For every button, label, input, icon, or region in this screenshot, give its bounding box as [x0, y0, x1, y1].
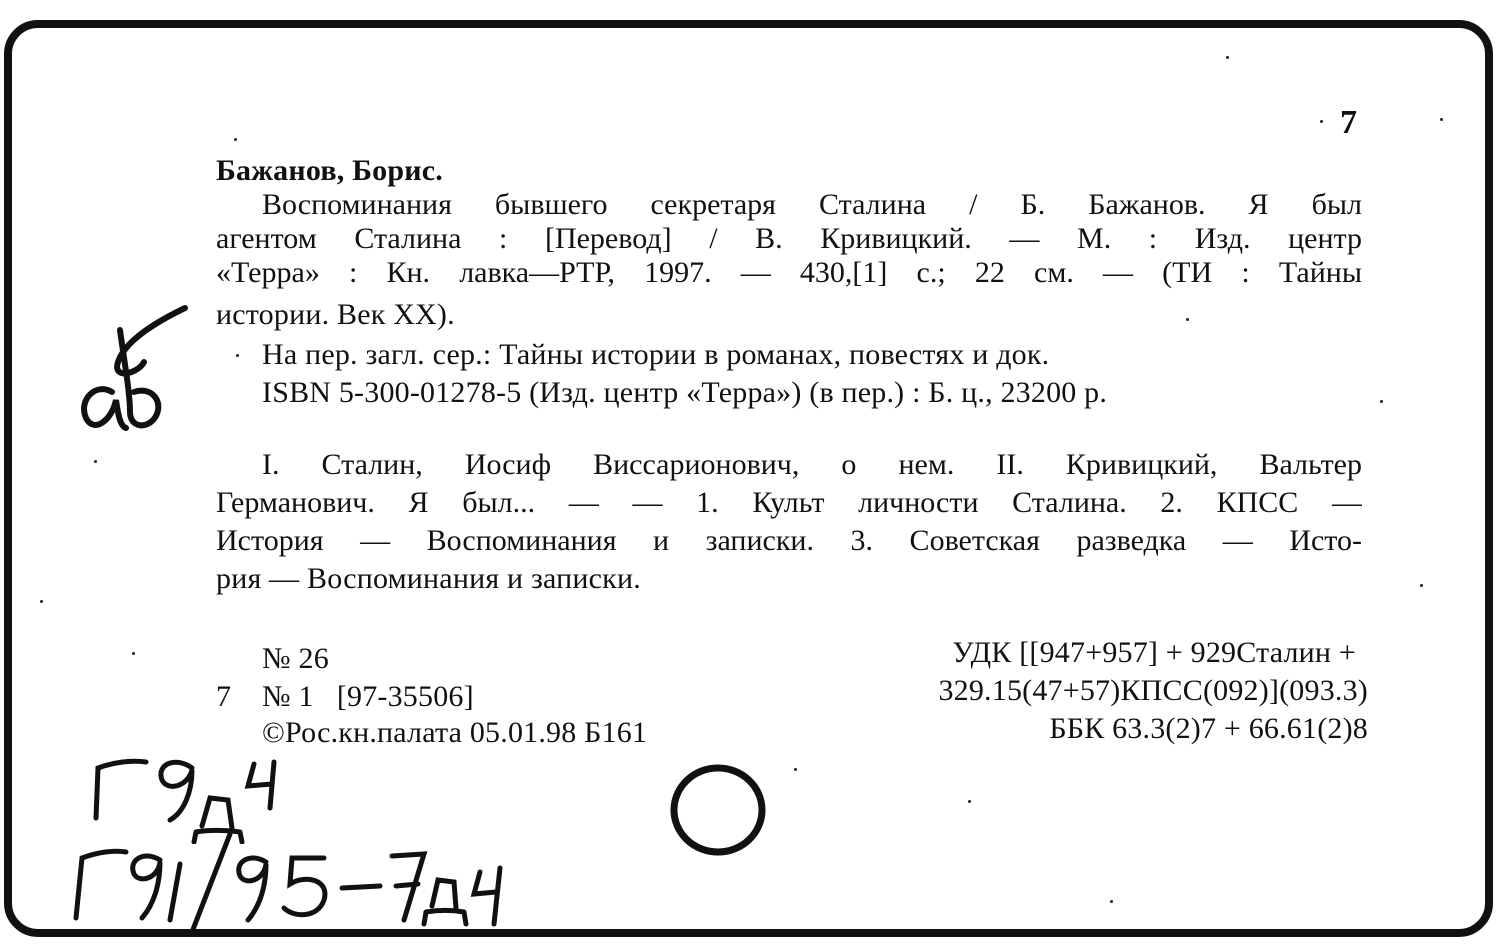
scan-speck	[1110, 900, 1113, 903]
description-line: истории. Век XX).	[216, 298, 455, 331]
subject-line: рия — Воспоминания и записки.	[216, 562, 641, 595]
author-heading: Бажанов, Борис.	[216, 154, 443, 187]
description-line: «Терра» : Кн. лавка—РТР, 1997. — 430,[1] с.; 22 см. — (ТИ : Тайны	[216, 256, 1362, 289]
udk-line: УДК [[947+957] + 929Сталин +	[952, 636, 1356, 669]
scan-speck	[794, 768, 797, 771]
description-line: агентом Сталина : [Перевод] / В. Кривицкий. — М. : Изд. центр	[216, 222, 1362, 255]
scan-speck	[968, 800, 971, 803]
scan-speck	[1380, 400, 1383, 403]
scan-speck	[1186, 318, 1189, 321]
record-prefix: 7	[216, 680, 232, 713]
subject-line: История — Воспоминания и записки. 3. Советская разведка — Исто-	[216, 524, 1362, 557]
scan-speck	[234, 138, 237, 141]
description-line: Воспоминания бывшего секретаря Сталина / Б. Бажанов. Я был	[262, 188, 1362, 221]
subject-line: Германович. Я был... — — 1. Культ личности Сталина. 2. КПСС —	[216, 486, 1362, 519]
scan-speck	[40, 600, 43, 603]
scan-speck	[1320, 120, 1323, 123]
bbk-line: ББК 63.3(2)7 + 66.61(2)8	[1049, 712, 1368, 745]
scan-speck	[236, 354, 239, 357]
page-number: 7	[1340, 104, 1358, 141]
scan-speck	[1420, 584, 1423, 587]
scan-speck	[132, 652, 135, 655]
scan-speck	[94, 460, 97, 463]
udk-line-continued: 329.15(47+57)КПСС(092)](093.3)	[938, 674, 1368, 707]
subject-line: I. Сталин, Иосиф Виссарионович, о нем. II. Кривицкий, Вальтер	[262, 448, 1362, 481]
chamber-stamp: ©Рос.кн.палата 05.01.98 Б161	[262, 716, 648, 749]
scan-speck	[1440, 118, 1443, 121]
isbn-line: ISBN 5-300-01278-5 (Изд. центр «Терра») (в пер.) : Б. ц., 23200 р.	[262, 376, 1108, 409]
series-note: На пер. загл. сер.: Тайны истории в романах, повестях и док.	[262, 338, 1050, 371]
record-registry-number: № 1 [97-35506]	[262, 680, 474, 713]
record-number: № 26	[262, 642, 329, 675]
scan-speck	[1226, 56, 1229, 59]
